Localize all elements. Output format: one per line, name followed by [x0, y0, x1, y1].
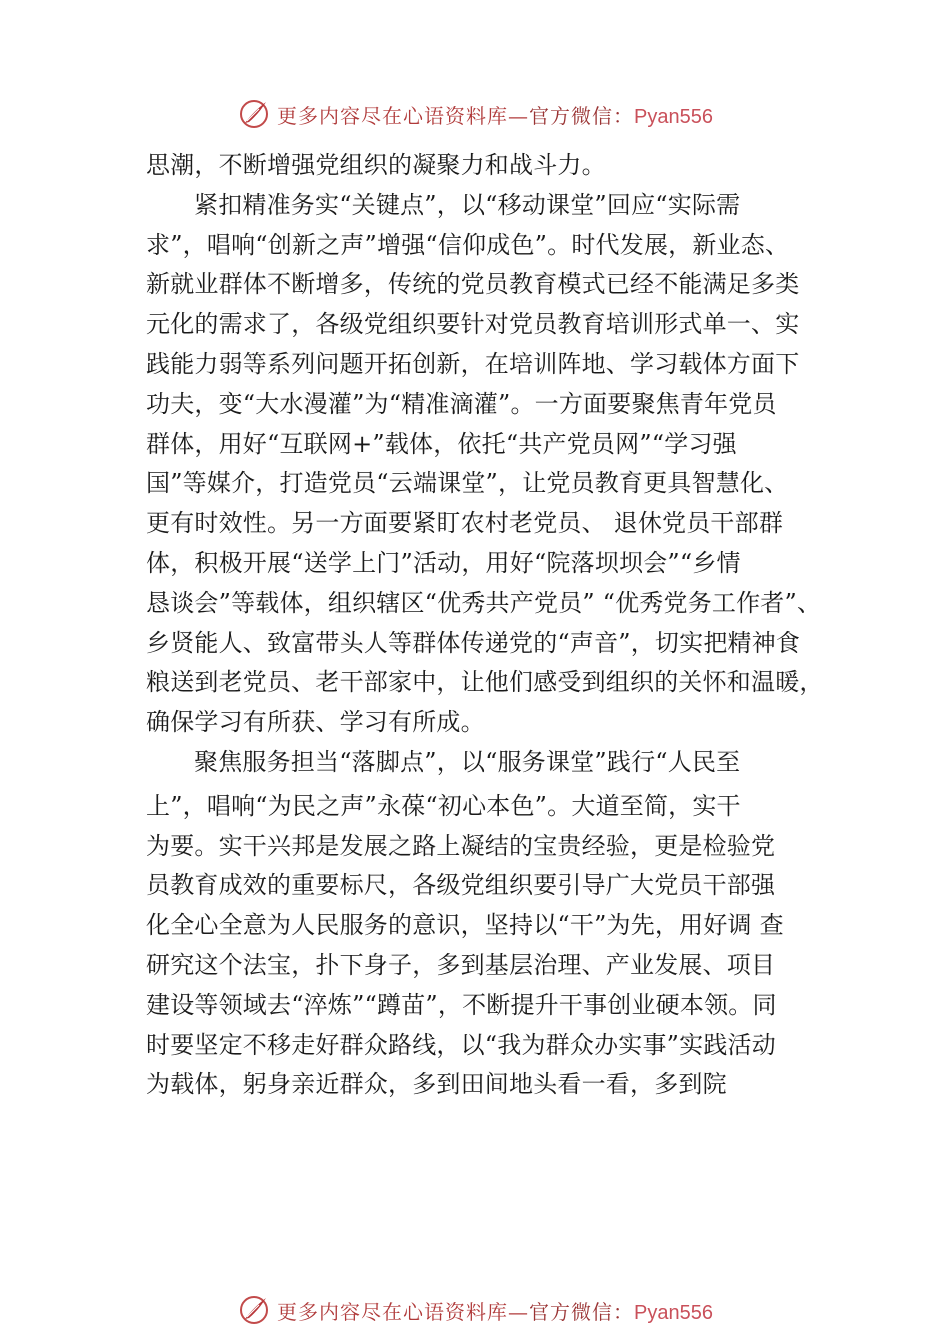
text-line: 元化的需求了，各级党组织要针对党员教育培训形式单一、实 [146, 310, 800, 339]
document-body [146, 146, 830, 1105]
quill-logo-icon [237, 1293, 271, 1327]
header-banner-separator: — [508, 103, 530, 128]
text-line: 建设等领域去“淬炼”“蹲苗”，不断提升干事创业硬本领。同 [146, 990, 777, 1019]
header-wechat-label: 官方微信： [529, 103, 635, 128]
text-line: 紧扣精准务实“关键点”，以“移动课堂”回应“实际需 [194, 190, 741, 219]
quill-logo-icon [237, 97, 271, 131]
text-line: 乡贤能人、致富带头人等群体传递党的“声音”，切实把精神食 [146, 628, 801, 657]
header-banner-text [277, 100, 713, 129]
text-line: 为要。实干兴邦是发展之路上凝结的宝贵经验，更是检验党 [146, 831, 776, 860]
header-banner [0, 92, 950, 136]
footer-wechat-label: 官方微信： [529, 1299, 635, 1324]
text-line: 求”，唱响“创新之声”增强“信仰成色”。时代发展，新业态、 [146, 230, 790, 259]
text-line: 思潮，不断增强党组织的凝聚力和战斗力。 [146, 151, 606, 179]
text-line: 粮送到老党员、老干部家中，让他们感受到组织的关怀和温暖， [146, 668, 824, 697]
text-line: 践能力弱等系列问题开拓创新，在培训阵地、学习载体方面下 [146, 349, 800, 378]
header-banner-title: 更多内容尽在心语资料库 [277, 103, 509, 128]
text-line: 确保学习有所获、学习有所成。 [146, 708, 485, 737]
text-line: 更有时效性。另一方面要紧盯农村老党员、 退休党员干部群 [146, 509, 784, 538]
text-line: 化全心全意为人民服务的意识，坚持以“干”为先，用好调 查 [146, 911, 784, 940]
paragraph-3 [146, 743, 830, 1105]
text-line: 恳谈会”等载体，组织辖区“优秀共产党员” “优秀党务工作者”、 [146, 588, 822, 617]
text-line: 上”，唱响“为民之声”永葆“初心本色”。大道至简，实干 [146, 791, 741, 820]
text-line: 新就业群体不断增多，传统的党员教育模式已经不能满足多类 [146, 270, 800, 299]
text-line: 国”等媒介，打造党员“云端课堂”，让党员教育更具智慧化、 [146, 469, 789, 498]
text-line: 为载体，躬身亲近群众，多到田间地头看一看，多到院 [146, 1070, 727, 1099]
text-line: 聚焦服务担当“落脚点”，以“服务课堂”践行“人民至 [194, 747, 741, 776]
paragraph-1 [146, 146, 830, 186]
text-line: 研究这个法宝，扑下身子，多到基层治理、产业发展、项目 [146, 950, 776, 979]
paragraph-2 [146, 186, 830, 743]
footer-banner-text [277, 1296, 713, 1325]
text-line: 员教育成效的重要标尺，各级党组织要引导广大党员干部强 [146, 871, 776, 900]
footer-banner-title: 更多内容尽在心语资料库 [277, 1299, 509, 1324]
text-line: 时要坚定不移走好群众路线，以“我为群众办实事”实践活动 [146, 1030, 776, 1059]
text-line: 体，积极开展“送学上门”活动，用好“院落坝坝会”“乡情 [146, 548, 741, 577]
header-wechat-id: Pyan556 [634, 105, 713, 128]
text-line: 功夫，变“大水漫灌”为“精准滴灌”。一方面要聚焦青年党员 [146, 389, 777, 418]
footer-wechat-id: Pyan556 [634, 1301, 713, 1324]
footer-banner [0, 1288, 950, 1332]
text-line: 群体，用好“互联网+”载体，依托“共产党员网”“学习强 [146, 429, 737, 458]
footer-banner-separator: — [508, 1299, 530, 1324]
